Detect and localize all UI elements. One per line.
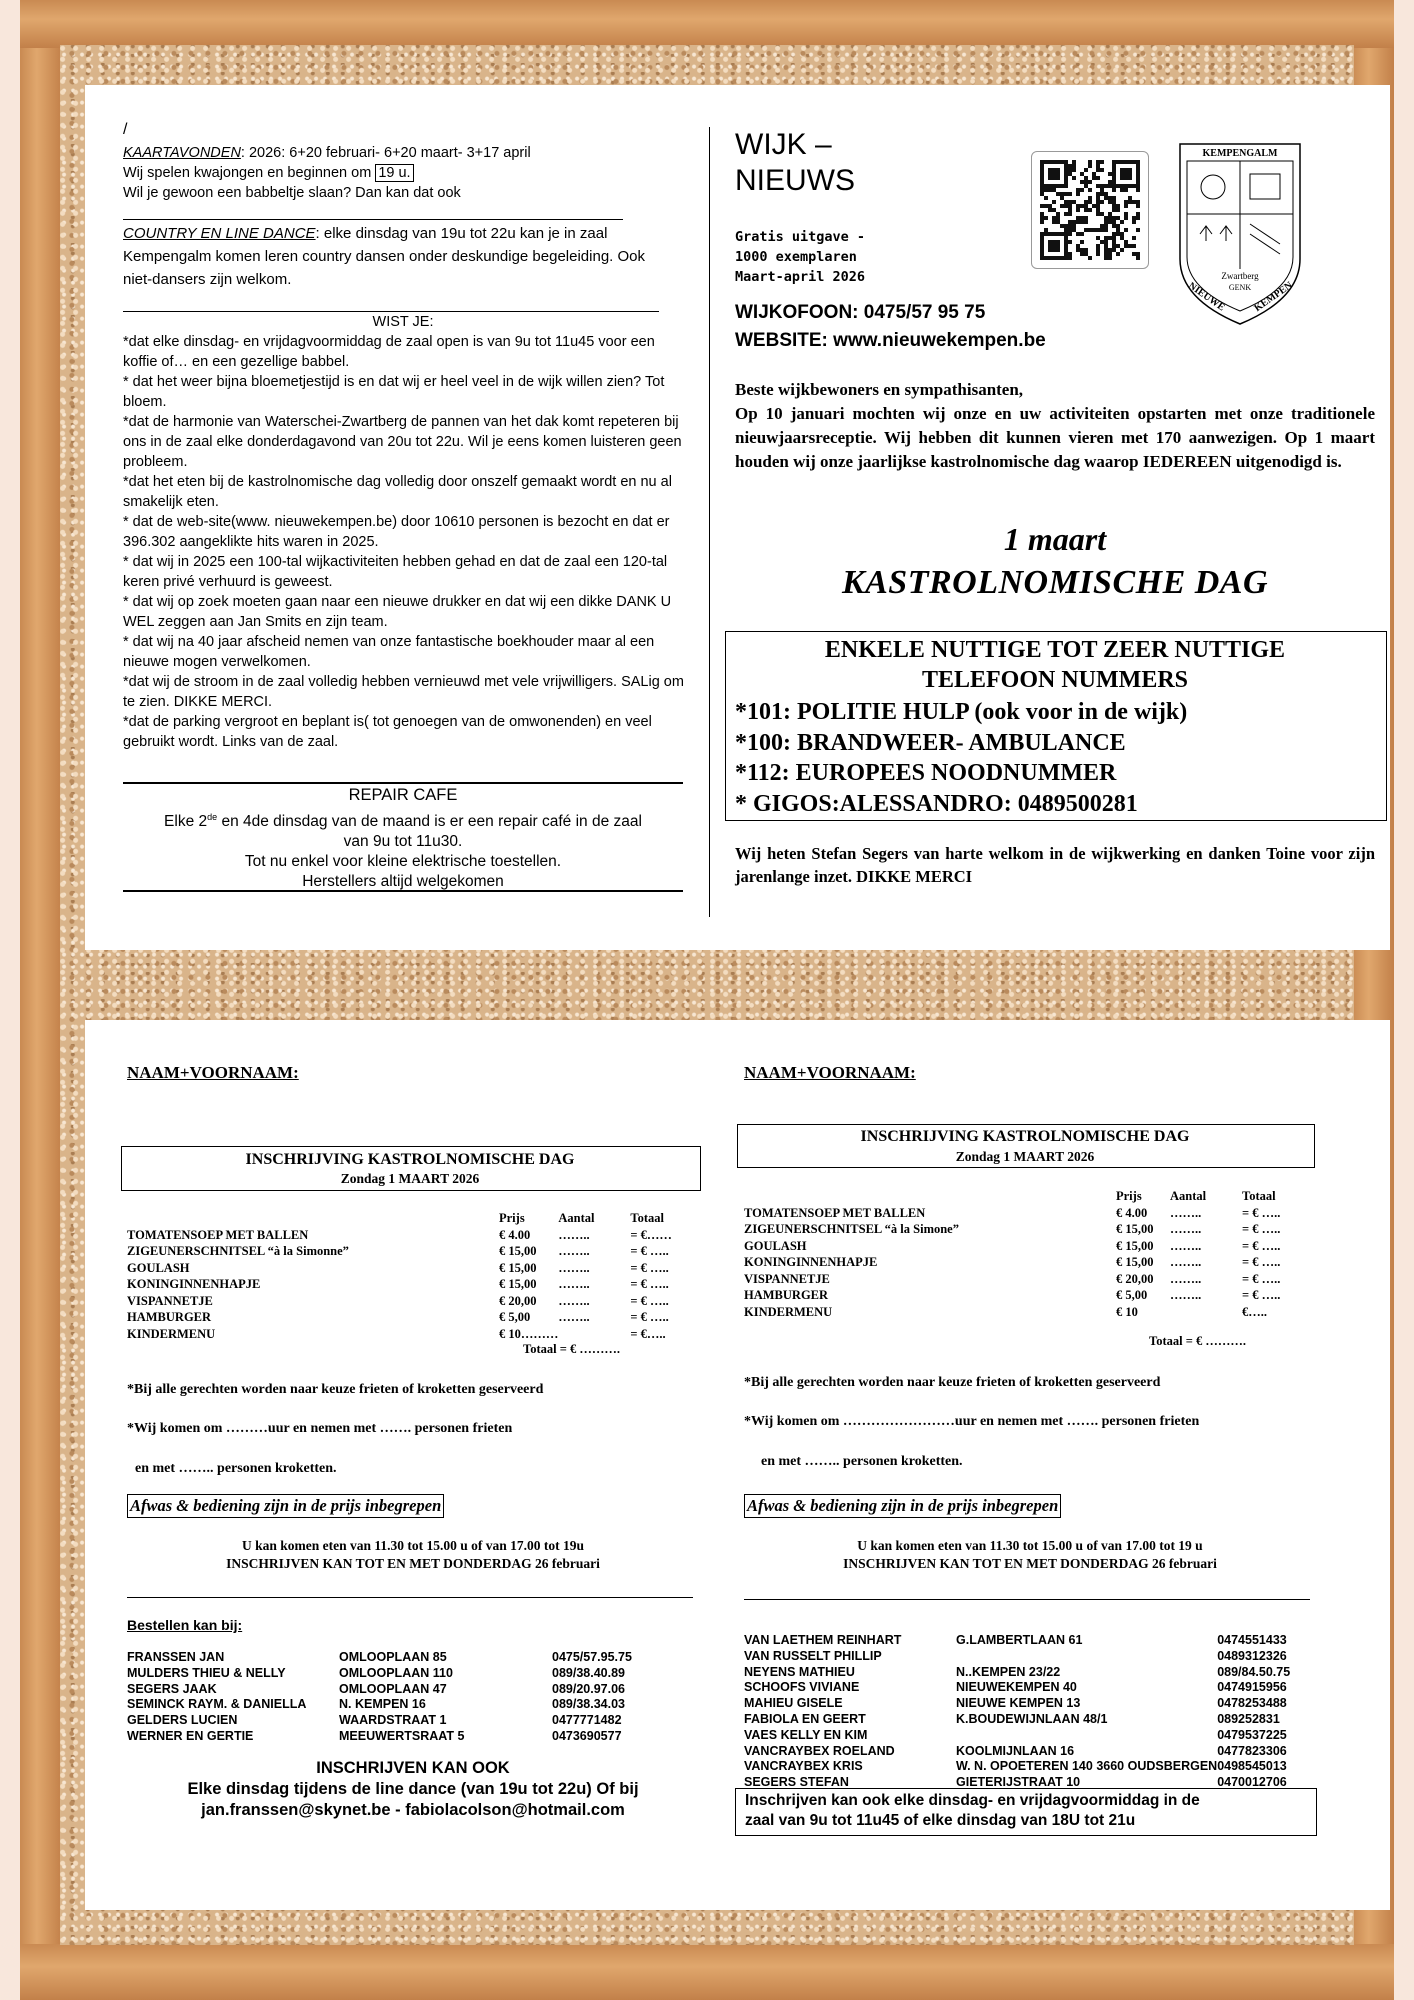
contact-addr (956, 1728, 1217, 1744)
kaart-line3: Wil je gewoon een babbeltje slaan? Dan kan dat ook (123, 185, 461, 201)
contact-row (744, 1680, 1290, 1696)
masthead-line1: WIJK – (735, 128, 832, 161)
menu-qty[interactable]: …….. (558, 1293, 590, 1308)
note1-left: *Bij alle gerechten worden naar keuze frieten of kroketten geserveerd (127, 1382, 544, 1397)
menu-price: € 20,00 (499, 1293, 537, 1308)
note1-right: *Bij alle gerechten worden naar keuze frieten of kroketten geserveerd (744, 1375, 1161, 1390)
country-text: : elke dinsdag van 19u tot 22u kan je in zaal Kempengalm komen leren country dansen onder deskundige begeleiding. Ook niet-dansers zijn welkom. (123, 225, 646, 288)
menu-qty[interactable]: …….. (1170, 1255, 1202, 1269)
form-title-left: INSCHRIJVING KASTROLNOMISCHE DAG (245, 1151, 575, 1168)
menu-price: € 15,00 (1116, 1222, 1154, 1236)
contact-row (127, 1650, 632, 1666)
col-prijs: Prijs (499, 1211, 525, 1225)
menu-name: VISPANNETJE (127, 1293, 213, 1308)
menu-total[interactable]: = € ….. (1242, 1255, 1281, 1269)
ook-line2-left: jan.franssen@skynet.be - fabiolacolson@hotmail.com (201, 1801, 625, 1819)
menu-row (127, 1260, 672, 1277)
menu-total[interactable]: = € ….. (630, 1260, 669, 1275)
deadline-left: INSCHRIJVEN KAN TOT EN MET DONDERDAG 26 februari (226, 1556, 600, 1571)
logo-nieuwe: NIEUWE (1186, 280, 1227, 314)
note3-left[interactable]: en met …….. personen kroketten. (135, 1461, 337, 1476)
col-prijs: Prijs (1116, 1189, 1142, 1203)
hours-text-right: U kan komen eten van 11.30 tot 15.00 u of van 17.00 tot 19 u (857, 1538, 1203, 1553)
ook-line2-right: zaal van 9u tot 11u45 of elke dinsdag van 18U tot 21u (745, 1812, 1136, 1829)
contact-tel: 0473690577 (552, 1728, 622, 1743)
contact-name: MULDERS THIEU & NELLY (127, 1665, 286, 1680)
menu-name: HAMBURGER (127, 1310, 212, 1324)
frame-bottom (20, 1944, 1394, 2000)
contact-addr: OMLOOPLAAN 110 (339, 1665, 453, 1680)
contact-addr: WAARDSTRAAT 1 (339, 1713, 447, 1728)
contact-name: SEGERS STEFAN (744, 1775, 849, 1790)
menu-price: € 15,00 (1116, 1255, 1154, 1269)
contact-name: VAN RUSSELT PHILLIP (744, 1648, 882, 1663)
contact-lines (735, 299, 1046, 355)
note3-right[interactable]: en met …….. personen kroketten. (761, 1454, 963, 1469)
wist-item: *dat de parking vergroot en beplant is( tot genoegen van de omwonenden) en veel gebruikt wordt. Links van de zaal. (123, 714, 652, 750)
contact-name: SCHOOFS VIVIANE (744, 1680, 860, 1695)
contact-name: VAN LAETHEM REINHART (744, 1633, 902, 1647)
kaart-text: : 2026: 6+20 februari- 6+20 maart- 3+17 april (240, 145, 531, 161)
kempengalm-logo (1175, 139, 1305, 329)
menu-total[interactable]: = € ….. (1242, 1238, 1281, 1253)
contact-tel: 0489312326 (1217, 1648, 1287, 1663)
menu-row (744, 1238, 1280, 1255)
menu-name: VISPANNETJE (744, 1271, 830, 1286)
menu-row (744, 1271, 1280, 1288)
wist-item: *dat elke dinsdag- en vrijdagvoormiddag de zaal open is van 9u tot 11u45 voor een koffie of… en een gezellige babbel. (123, 334, 655, 370)
edition: Maart-april 2026 (735, 269, 866, 285)
contact-tel: 089/84.50.75 (1217, 1664, 1291, 1679)
menu-price: € 10……… (499, 1326, 559, 1341)
menu-name: KONINGINNENHAPJE (127, 1277, 261, 1291)
hours-left (127, 1537, 699, 1573)
ook-line1-left: Elke dinsdag tijdens de line dance (van 19u tot 22u) Of bij (187, 1780, 639, 1798)
contact-tel: 0474915956 (1217, 1680, 1287, 1695)
ook-title-left: INSCHRIJVEN KAN OOK (316, 1759, 510, 1777)
contact-addr: K.BOUDEWIJNLAAN 48/1 (956, 1711, 1108, 1726)
menu-row (127, 1243, 672, 1260)
phone-title-2: TELEFOON NUMMERS (921, 667, 1188, 693)
menu-qty[interactable]: …….. (1170, 1222, 1202, 1236)
phone-number: *101: POLITIE HULP (ook voor in de wijk) (735, 699, 1188, 725)
menu-total[interactable]: = € ….. (1242, 1222, 1281, 1236)
contact-row (127, 1729, 632, 1745)
logo-genk: GENK (1228, 283, 1252, 292)
kaartavonden-block (123, 143, 683, 203)
menu-name: ZIGEUNERSCHNITSEL “à la Simonne” (127, 1244, 349, 1258)
menu-row (127, 1293, 672, 1310)
divider (123, 219, 623, 220)
wist-title: WIST JE: (372, 314, 434, 330)
contact-row (744, 1759, 1290, 1775)
contact-tel: 0479537225 (1217, 1727, 1287, 1742)
contact-row (127, 1713, 632, 1729)
contact-tel: 089/20.97.06 (552, 1681, 625, 1696)
menu-qty[interactable]: …….. (1170, 1238, 1202, 1253)
menu-total[interactable]: = € ….. (1242, 1205, 1281, 1220)
menu-total[interactable]: = € ….. (630, 1310, 669, 1324)
menu-qty[interactable]: …….. (558, 1244, 590, 1258)
welcome-text: Wij heten Stefan Segers van harte welkom in de wijkwerking en danken Toine voor zijn jarenlange inzet. DIKKE MERCI (735, 844, 1375, 886)
deadline-right: INSCHRIJVEN KAN TOT EN MET DONDERDAG 26 februari (843, 1556, 1217, 1571)
divider (123, 782, 683, 784)
totaal-left: Totaal = € ………. (523, 1342, 620, 1356)
repair-line4: Herstellers altijd welgekomen (302, 873, 504, 891)
afwas-left: Afwas & bediening zijn in de prijs inbegrepen (127, 1494, 444, 1518)
ook-block-right (745, 1791, 1315, 1831)
menu-name: ZIGEUNERSCHNITSEL “à la Simone” (744, 1222, 959, 1236)
contact-addr: G.LAMBERTLAAN 61 (956, 1633, 1083, 1647)
naam-label-right: NAAM+VOORNAAM: (744, 1063, 916, 1082)
menu-total[interactable]: = €….. (630, 1326, 666, 1341)
menu-qty[interactable]: …….. (558, 1277, 590, 1291)
wist-item: *dat de harmonie van Waterschei-Zwartberg de pannen van het dak komt repeteren bij ons in de zaal elke donderdagavond van 20u tot 22u. Wil je eens komen luisteren geen probleem. (123, 414, 682, 470)
wist-item: * dat wij in 2025 een 100-tal wijkactiviteiten hebben gehad en dat de zaal een 120-tal keren privé verhuurd is geweest. (123, 554, 668, 590)
menu-total[interactable]: = € ….. (630, 1277, 669, 1291)
phone-list (735, 697, 1385, 819)
contact-tel: 089252831 (1217, 1711, 1280, 1726)
contact-name: GELDERS LUCIEN (127, 1713, 238, 1728)
contact-name: SEMINCK RAYM. & DANIELLA (127, 1697, 307, 1712)
menu-total[interactable]: = € ….. (1242, 1271, 1281, 1286)
contact-addr: OMLOOPLAAN 85 (339, 1650, 447, 1664)
contact-tel: 0478253488 (1217, 1696, 1287, 1711)
logo-top-text: KEMPENGALM (1202, 148, 1278, 159)
contact-row (127, 1682, 632, 1698)
menu-price: € 20,00 (1116, 1271, 1154, 1286)
menu-price: € 10 (1116, 1304, 1138, 1319)
col-totaal: Totaal (1242, 1189, 1276, 1203)
contact-tel: 0498545013 (1217, 1759, 1287, 1774)
contact-name: FABIOLA EN GEERT (744, 1711, 866, 1726)
wist-item: * dat wij op zoek moeten gaan naar een nieuwe drukker en dat wij een dikke DANK U WEL zeggen aan Jan Smits en zijn team. (123, 594, 672, 630)
form-title-right: INSCHRIJVING KASTROLNOMISCHE DAG (860, 1128, 1190, 1145)
contact-row (744, 1744, 1290, 1760)
form-subtitle-left: Zondag 1 MAART 2026 (340, 1171, 480, 1186)
divider (123, 890, 683, 892)
col-aantal: Aantal (1170, 1189, 1207, 1203)
menu-price: € 15,00 (499, 1260, 537, 1275)
wist-item: * dat het weer bijna bloemetjestijd is en dat wij er heel veel in de wijk willen zien? Tot bloem. (123, 374, 665, 410)
menu-name: TOMATENSOEP MET BALLEN (127, 1227, 309, 1242)
menu-qty[interactable]: …….. (1170, 1288, 1202, 1302)
contacts-table-right (744, 1633, 1290, 1791)
ook-line1-right: Inschrijven kan ook elke dinsdag- en vrijdagvoormiddag in de (745, 1792, 1200, 1809)
contact-name: FRANSSEN JAN (127, 1650, 225, 1664)
kaart-label: KAARTAVONDEN (123, 145, 241, 161)
note2-left[interactable]: *Wij komen om ………uur en nemen met ……. personen frieten (127, 1421, 513, 1436)
kaart-time: 19 u. (375, 164, 413, 182)
menu-row (744, 1254, 1280, 1271)
menu-row (127, 1276, 672, 1293)
contact-tel: 089/38.40.89 (552, 1665, 625, 1680)
phone-number: *112: EUROPEES NOODNUMMER (735, 760, 1117, 786)
hours-text-left: U kan komen eten van 11.30 tot 15.00 u of van 17.00 tot 19u (241, 1538, 585, 1553)
menu-price: € 5,00 (1116, 1288, 1148, 1302)
repair-title: REPAIR CAFE (348, 786, 458, 804)
contacts-table-left (127, 1650, 632, 1745)
naam-label-left: NAAM+VOORNAAM: (127, 1063, 299, 1082)
menu-qty[interactable]: …….. (1170, 1271, 1202, 1286)
divider (127, 1597, 693, 1598)
menu-qty[interactable]: …….. (1170, 1205, 1202, 1220)
contact-row (744, 1665, 1290, 1681)
divider (744, 1599, 1310, 1600)
contact-row (744, 1712, 1290, 1728)
exemplaren: 1000 exemplaren (735, 249, 857, 265)
contact-addr (956, 1649, 1217, 1665)
wist-list (123, 332, 693, 752)
contact-row (127, 1697, 632, 1713)
menu-total[interactable]: = € ….. (1242, 1288, 1281, 1302)
registration-forms (85, 1020, 1390, 1910)
menu-price: € 15,00 (499, 1277, 537, 1291)
contact-tel: 0475/57.95.75 (552, 1650, 632, 1664)
totaal-right: Totaal = € ………. (1149, 1334, 1246, 1348)
contact-name: VANCRAYBEX KRIS (744, 1759, 863, 1774)
wist-item: *dat wij de stroom in de zaal volledig hebben vernieuwd met vele vrijwilligers. SALig om te zien. DIKKE MERCI. (123, 674, 684, 710)
contact-addr: NIEUWE KEMPEN 13 (956, 1696, 1081, 1711)
menu-qty[interactable] (1170, 1304, 1242, 1321)
logo-kempen: KEMPEN (1252, 279, 1295, 315)
phone-title (727, 635, 1383, 695)
menu-table-right (744, 1188, 1280, 1320)
masthead-line2: NIEUWS (735, 164, 855, 197)
country-block (123, 222, 678, 291)
greeting: Beste wijkbewoners en sympathisanten, (735, 380, 1024, 399)
col-totaal: Totaal (630, 1211, 664, 1225)
repair-line1b: en 4de dinsdag van de maand is er een repair café in de zaal (217, 813, 642, 831)
contact-addr: KOOLMIJNLAAN 16 (956, 1743, 1075, 1758)
menu-row (744, 1221, 1280, 1238)
intro-text: Op 10 januari mochten wij onze en uw activiteiten opstarten met onze traditionele nieuwjaarsreceptie. Wij hebben dit kunnen vieren met 170 aanwezigen. Op 1 maart houden wij onze jaarlijkse kastrolnomische dag waarop IEDEREEN uitgenodigd is. (735, 404, 1375, 471)
menu-name: HAMBURGER (744, 1288, 829, 1302)
menu-row (744, 1287, 1280, 1304)
menu-name: KINDERMENU (744, 1304, 833, 1319)
contact-row (744, 1728, 1290, 1744)
frame-top (20, 0, 1394, 48)
afwas-right: Afwas & bediening zijn in de prijs inbegrepen (744, 1494, 1061, 1518)
contact-row (744, 1696, 1290, 1712)
masthead (735, 127, 855, 199)
menu-total[interactable]: = €…… (630, 1227, 672, 1242)
column-divider (709, 127, 710, 917)
menu-name: GOULASH (127, 1260, 190, 1275)
menu-row (744, 1205, 1280, 1222)
contact-addr: OMLOOPLAAN 47 (339, 1681, 447, 1696)
menu-total[interactable]: €….. (1242, 1304, 1267, 1319)
menu-price: € 15,00 (499, 1244, 537, 1258)
contact-row (127, 1666, 632, 1682)
menu-price: € 5,00 (499, 1310, 531, 1324)
contact-name: VANCRAYBEX ROELAND (744, 1743, 895, 1758)
wist-item: *dat het eten bij de kastrolnomische dag volledig door onszelf gemaakt wordt en nu al smakelijk eten. (123, 474, 672, 510)
contact-tel: 089/38.34.03 (552, 1697, 625, 1712)
repair-sup: de (207, 812, 218, 822)
menu-total[interactable]: = € ….. (630, 1293, 669, 1308)
menu-name: KINDERMENU (127, 1326, 216, 1341)
contact-addr: NIEUWEKEMPEN 40 (956, 1680, 1077, 1695)
newsletter-page (85, 85, 1390, 950)
menu-row (127, 1227, 672, 1244)
ook-block-left (127, 1758, 699, 1821)
contact-addr: GIETERIJSTRAAT 10 (956, 1775, 1081, 1790)
menu-row (127, 1326, 672, 1343)
menu-qty[interactable]: …….. (558, 1227, 590, 1242)
form-subtitle-right: Zondag 1 MAART 2026 (955, 1149, 1095, 1164)
kaart-line2: Wij spelen kwajongen en beginnen om (123, 165, 372, 181)
contact-name: NEYENS MATHIEU (744, 1664, 855, 1679)
contact-addr: MEEUWERTSRAAT 5 (339, 1728, 465, 1743)
menu-name: KONINGINNENHAPJE (744, 1255, 878, 1269)
contact-addr: N. KEMPEN 16 (339, 1697, 426, 1712)
contact-name: VAES KELLY EN KIM (744, 1727, 868, 1742)
phone-title-1: ENKELE NUTTIGE TOT ZEER NUTTIGE (824, 637, 1286, 663)
menu-price: € 4.00 (499, 1227, 531, 1242)
menu-table-left (127, 1210, 672, 1342)
menu-name: TOMATENSOEP MET BALLEN (744, 1205, 926, 1220)
menu-price: € 15,00 (1116, 1238, 1154, 1253)
phone-number: * GIGOS:ALESSANDRO: 0489500281 (735, 790, 1138, 817)
contact-tel: 0474551433 (1217, 1633, 1287, 1647)
contact-name: MAHIEU GISELE (744, 1696, 843, 1711)
event-date: 1 maart (1003, 521, 1107, 557)
contact-row (744, 1633, 1290, 1649)
logo-zwartberg: Zwartberg (1221, 271, 1259, 281)
edition-info (735, 227, 865, 287)
col-aantal: Aantal (558, 1211, 595, 1225)
phone-number: *100: BRANDWEER- AMBULANCE (735, 729, 1126, 756)
contact-name: WERNER EN GERTIE (127, 1728, 254, 1743)
contact-tel: 0470012706 (1217, 1775, 1287, 1790)
contact-row (744, 1649, 1290, 1665)
event-name: KASTROLNOMISCHE DAG (841, 564, 1269, 601)
repair-line2: van 9u tot 11u30. (343, 833, 463, 851)
menu-name: GOULASH (744, 1238, 807, 1253)
contact-tel: 0477771482 (552, 1713, 622, 1728)
repair-line1: Elke 2 (164, 813, 208, 831)
country-label: COUNTRY EN LINE DANCE (123, 225, 316, 242)
repair-text (123, 807, 683, 892)
bestellen-label: Bestellen kan bij: (127, 1617, 243, 1633)
repair-line3: Tot nu enkel voor kleine elektrische toestellen. (244, 853, 562, 871)
frame-left (20, 0, 62, 2000)
qr-code-icon[interactable] (1031, 151, 1149, 269)
wijkofoon: WIJKOFOON: 0475/57 95 75 (735, 302, 986, 323)
hours-right (744, 1537, 1316, 1573)
note2-right[interactable]: *Wij komen om ……………………uur en nemen met ……. personen frieten (744, 1414, 1200, 1429)
menu-qty[interactable]: …….. (558, 1310, 590, 1324)
intro-block (735, 378, 1375, 474)
contact-addr: N..KEMPEN 23/22 (956, 1664, 1061, 1679)
menu-qty[interactable]: …….. (558, 1260, 590, 1275)
menu-price: € 4.00 (1116, 1205, 1148, 1220)
website: WEBSITE: www.nieuwekempen.be (735, 330, 1046, 351)
contact-addr: W. N. OPOETEREN 140 3660 OUDSBERGEN (956, 1759, 1218, 1774)
menu-row (127, 1309, 672, 1326)
contact-name: SEGERS JAAK (127, 1681, 217, 1696)
menu-total[interactable]: = € ….. (630, 1244, 669, 1258)
menu-row (744, 1304, 1280, 1321)
menu-qty[interactable] (558, 1326, 630, 1343)
contact-tel: 0477823306 (1217, 1743, 1287, 1758)
slash-mark: / (123, 121, 128, 138)
gratis: Gratis uitgave - (735, 229, 866, 245)
wist-item: * dat wij na 40 jaar afscheid nemen van onze fantastische boekhouder maar al een nieuwe mogen verwelkomen. (123, 634, 655, 670)
wist-item: * dat de web-site(www. nieuwekempen.be) door 10610 personen is bezocht en dat er 396.302 aangeklikte hits waren in 2025. (123, 514, 670, 550)
